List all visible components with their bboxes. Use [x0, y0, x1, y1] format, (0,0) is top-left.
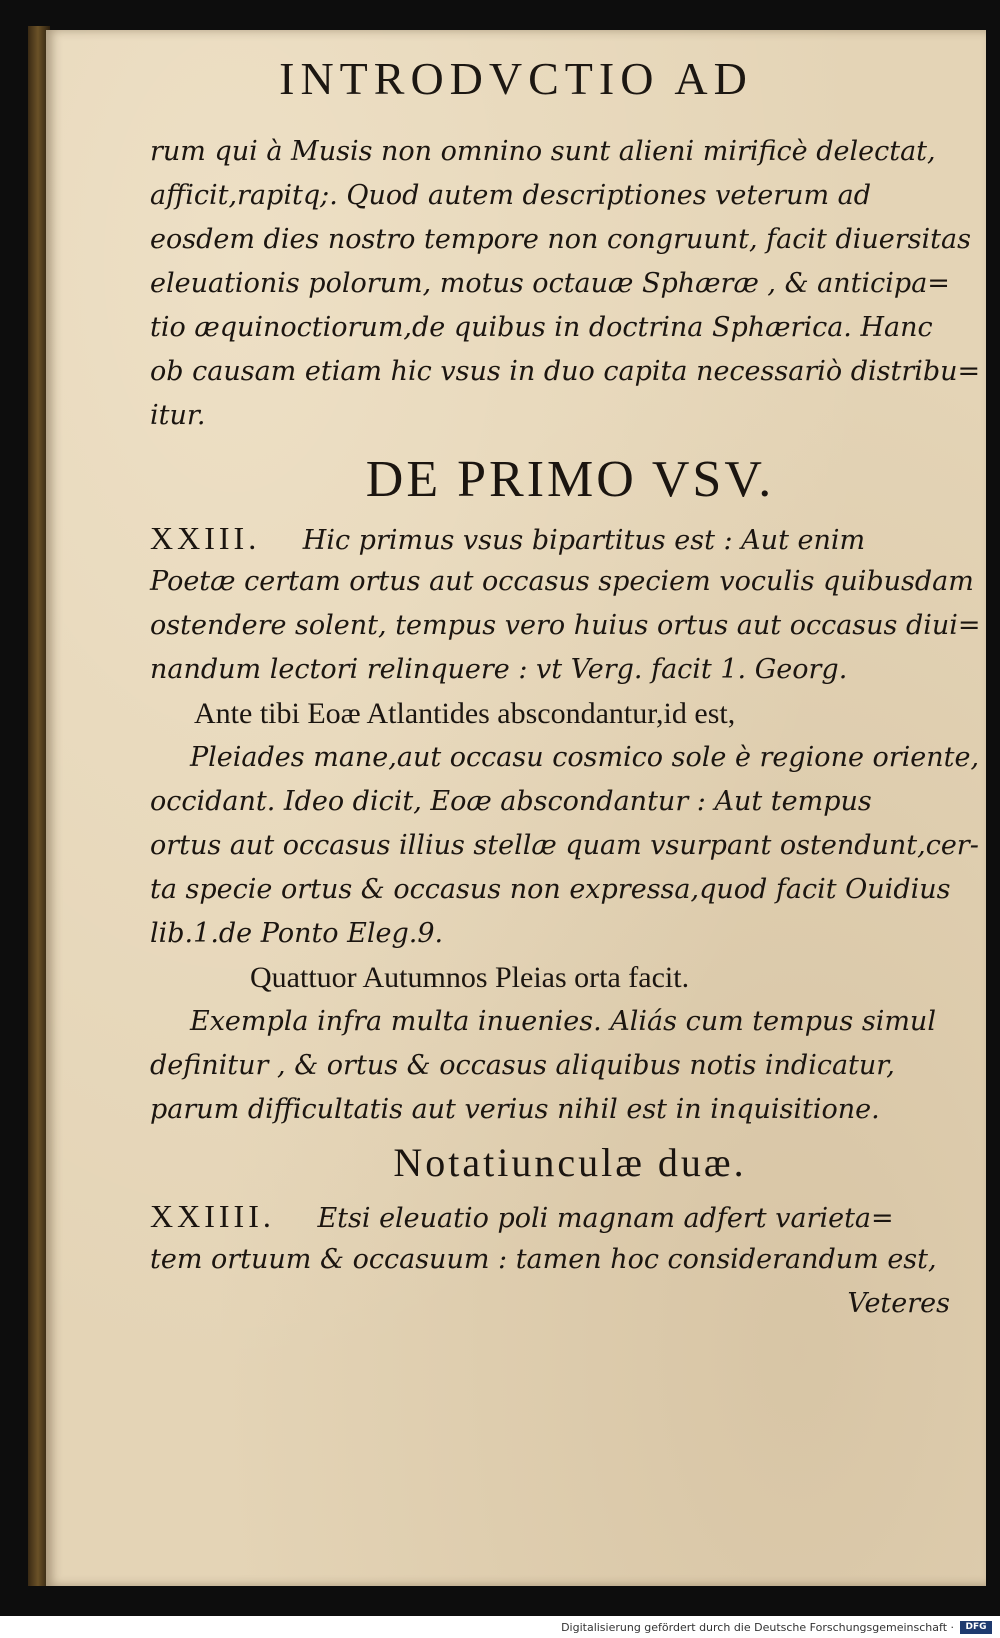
verse-quote: Quattuor Autumnos Pleias orta facit. [250, 961, 690, 994]
text-line: ortus aut occasus illius stellæ quam vsurpant ostendunt,cer- [150, 830, 979, 861]
text-line: ta specie ortus & occasus non expressa,quod facit Ouidius [150, 874, 951, 905]
text-line: Pleiades mane,aut occasu cosmico sole è regione oriente, [190, 742, 980, 773]
dfg-logo: DFG [960, 1621, 992, 1634]
running-header: INTRODVCTIO AD [279, 53, 753, 104]
text-line: lib.1.de Ponto Eleg.9. [150, 918, 444, 949]
text-line: eleuationis polorum, motus octauæ Sphæræ , & anticipa= [150, 268, 950, 299]
verse-quote: Ante tibi Eoæ Atlantides abscondantur,id est, [194, 697, 736, 730]
text-line: Poetæ certam ortus aut occasus speciem voculis quibusdam [150, 566, 974, 597]
funding-credit: Digitalisierung gefördert durch die Deutsche Forschungsgemeinschaft · [561, 1621, 954, 1634]
text-line: Exempla infra multa inuenies. Aliás cum tempus simul [190, 1006, 936, 1037]
section-heading: DE PRIMO VSV. [365, 451, 775, 508]
text-line: ob causam etiam hic vsus in duo capita necessariò distribu= [150, 356, 981, 387]
text-line: nandum lectori relinquere : vt Verg. facit 1. Georg. [150, 654, 848, 685]
page-body [150, 130, 990, 1326]
text-line: Etsi eleuatio poli magnam adfert varieta= [317, 1203, 894, 1234]
footer-bar [0, 1616, 1000, 1638]
catchword: Veteres [847, 1288, 950, 1319]
text-line: Hic primus vsus bipartitus est : Aut enim [302, 525, 866, 556]
section-first-line [150, 516, 990, 560]
text-line: tio æquinoctiorum,de quibus in doctrina Sphærica. Hanc [150, 312, 933, 343]
section-first-line [150, 1194, 990, 1238]
section-number: XXIIII. [150, 1198, 275, 1234]
text-line: occidant. Ideo dicit, Eoæ abscondantur : Aut tempus [150, 786, 872, 817]
text-line: eosdem dies nostro tempore non congruunt, facit diuersitas [150, 224, 971, 255]
text-line: tem ortuum & occasuum : tamen hoc considerandum est, [150, 1244, 937, 1275]
text-line: itur. [150, 400, 206, 431]
text-line: rum qui à Musis non omnino sunt alieni mirificè delectat, [150, 136, 936, 167]
text-line: afficit,rapitq;. Quod autem descriptiones veterum ad [150, 180, 872, 211]
text-line: ostendere solent, tempus vero huius ortus aut occasus diui= [150, 610, 981, 641]
subsection-heading: Notatiunculæ duæ. [393, 1140, 747, 1185]
text-line: definitur , & ortus & occasus aliquibus notis indicatur, [150, 1050, 895, 1081]
book-page [46, 30, 986, 1586]
section-number: XXIII. [150, 520, 261, 556]
text-line: parum difficultatis aut verius nihil est in inquisitione. [150, 1094, 880, 1125]
